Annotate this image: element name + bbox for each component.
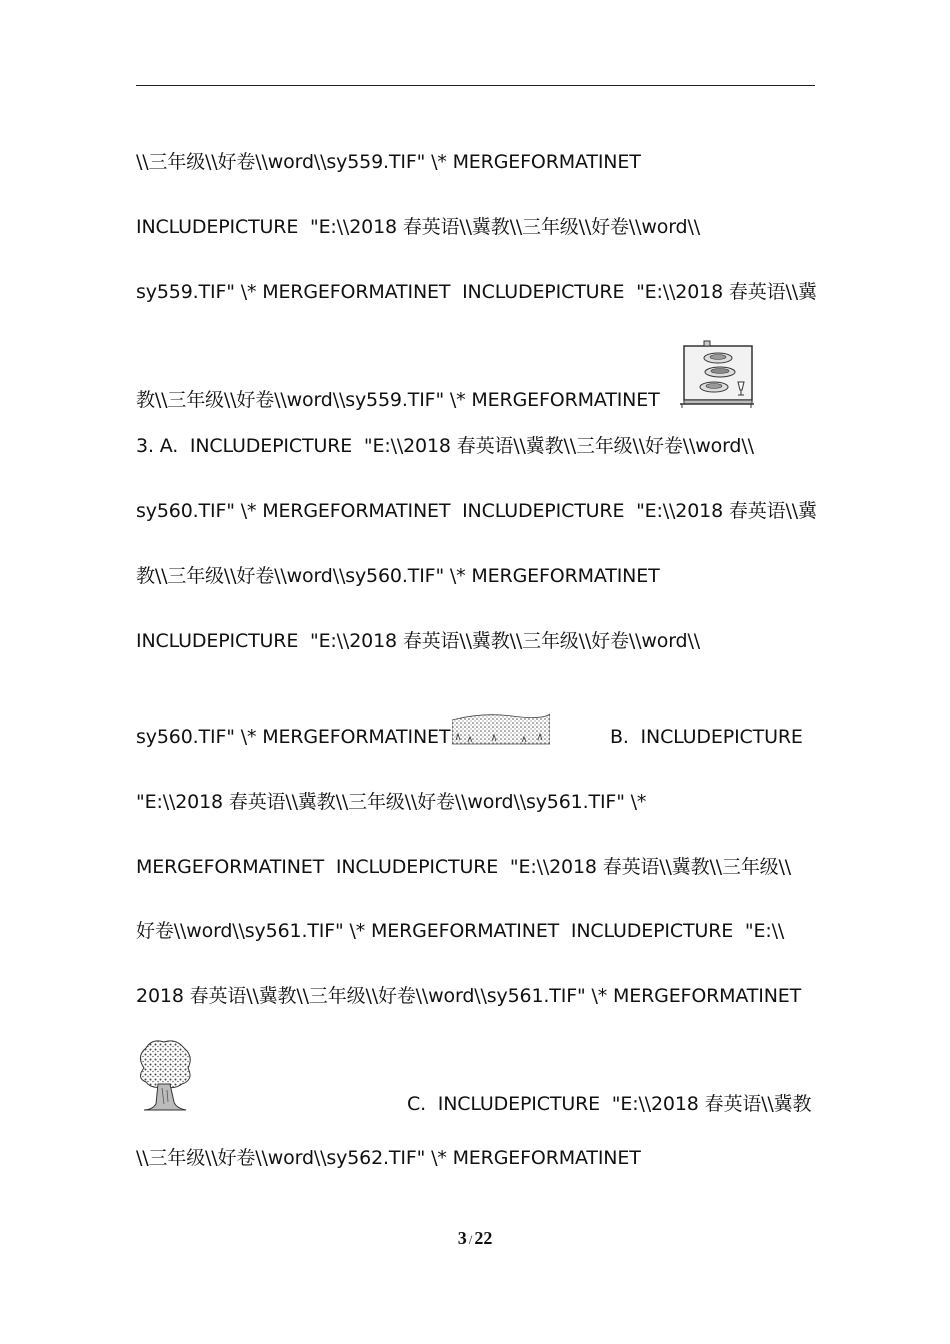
text-line: \\三年级\\好卷\\word\\sy562.TIF" \* MERGEFORMATINET (136, 1147, 641, 1169)
text-line: INCLUDEPICTURE "E:\\2018 春英语\\冀教\\三年级\\好卷\\word\\ (136, 216, 700, 238)
total-pages: 22 (474, 1228, 493, 1248)
text-line: INCLUDEPICTURE "E:\\2018 春英语\\冀教\\三年级\\好卷\\word\\ (136, 630, 700, 652)
text-line: 教\\三年级\\好卷\\word\\sy560.TIF" \* MERGEFORMATINET (136, 565, 660, 587)
option-b-label: B. INCLUDEPICTURE (610, 726, 803, 748)
text-line: "E:\\2018 春英语\\冀教\\三年级\\好卷\\word\\sy561.TIF" \* (136, 791, 647, 813)
tree-image (134, 1038, 196, 1112)
text-line: 教\\三年级\\好卷\\word\\sy559.TIF" \* MERGEFORMATINET (136, 389, 660, 411)
text-line: \\三年级\\好卷\\word\\sy559.TIF" \* MERGEFORMATINET (136, 151, 641, 173)
header-rule (136, 85, 815, 86)
text-line: 3. A. INCLUDEPICTURE "E:\\2018 春英语\\冀教\\三年级\\好卷\\word\\ (136, 435, 754, 457)
text-line: sy560.TIF" \* MERGEFORMATINET INCLUDEPICTURE "E:\\2018 春英语\\冀 (136, 500, 817, 522)
page-number (0, 1228, 950, 1249)
text-line: 2018 春英语\\冀教\\三年级\\好卷\\word\\sy561.TIF" \* MERGEFORMATINET (136, 985, 802, 1007)
text-line: sy559.TIF" \* MERGEFORMATINET INCLUDEPICTURE "E:\\2018 春英语\\冀 (136, 281, 817, 303)
food-plates-image (678, 338, 756, 410)
text-line: 好卷\\word\\sy561.TIF" \* MERGEFORMATINET INCLUDEPICTURE "E:\\ (136, 920, 785, 942)
current-page: 3 (457, 1228, 467, 1248)
text-line: sy560.TIF" \* MERGEFORMATINET (136, 726, 451, 748)
option-c-label: C. INCLUDEPICTURE "E:\\2018 春英语\\冀教 (407, 1093, 812, 1115)
grassland-image (452, 710, 550, 746)
text-line: MERGEFORMATINET INCLUDEPICTURE "E:\\2018 春英语\\冀教\\三年级\\ (136, 856, 792, 878)
page-separator: / (468, 1232, 473, 1247)
